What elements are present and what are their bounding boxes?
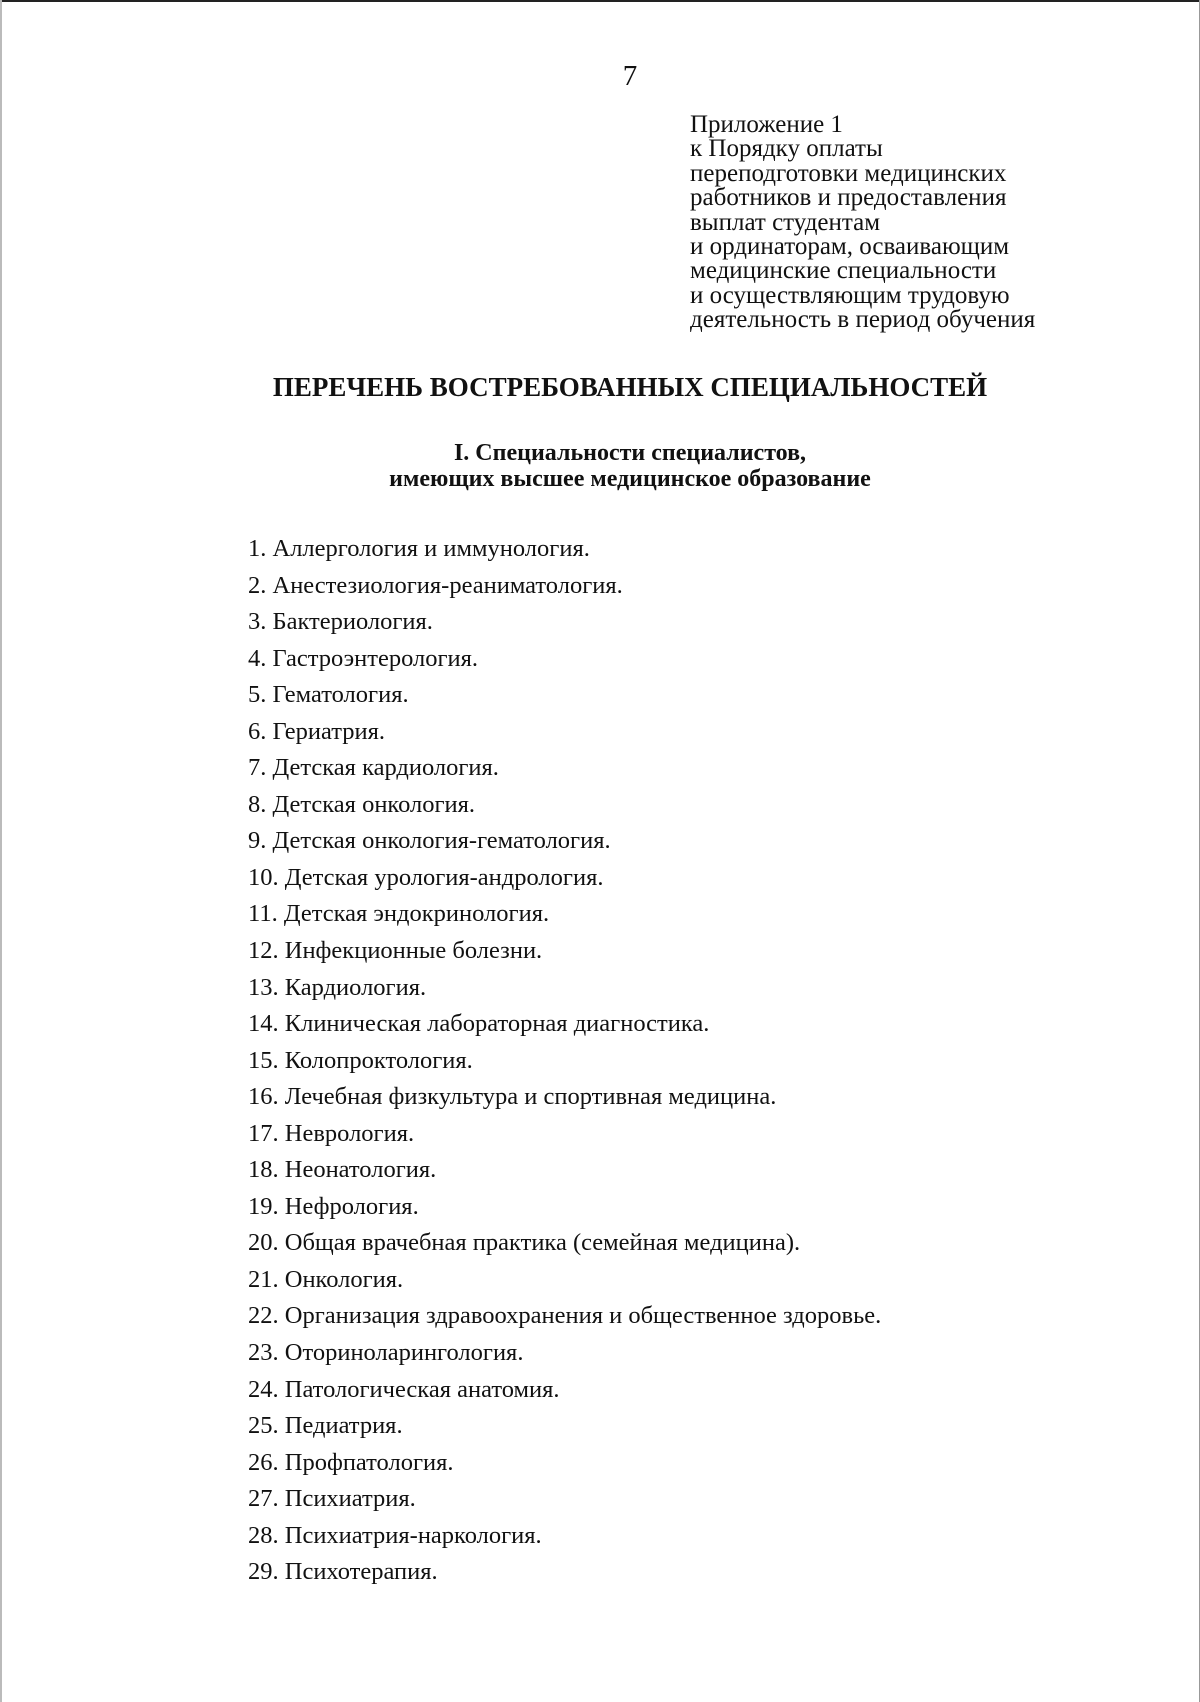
list-item: 6. Гериатрия. [248,717,386,745]
section-heading-line: I. Специальности специалистов, [453,440,807,466]
list-item: 20. Общая врачебная практика (семейная медицина). [248,1229,801,1257]
list-item: 27. Психиатрия. [248,1485,416,1513]
specialty-list [248,531,881,1591]
list-item: 10. Детская урология-андрология. [248,863,604,891]
appendix-line: работников и предоставления [690,184,1007,212]
list-item: 22. Организация здравоохранения и общественное здоровье. [248,1302,882,1330]
document-title: ПЕРЕЧЕНЬ ВОСТРЕБОВАННЫХ СПЕЦИАЛЬНОСТЕЙ [272,372,988,402]
list-item: 4. Гастроэнтерология. [248,644,479,672]
appendix-line: выплат студентам [690,208,881,236]
list-item: 26. Профпатология. [248,1448,454,1476]
appendix-line: деятельность в период обучения [690,306,1036,334]
list-item: 11. Детская эндокринология. [248,900,550,928]
list-item: 18. Неонатология. [248,1156,437,1184]
list-item: 14. Клиническая лабораторная диагностика. [248,1010,710,1038]
list-item: 25. Педиатрия. [248,1412,403,1440]
list-item: 24. Патологическая анатомия. [248,1375,560,1403]
appendix-note [690,113,1160,333]
appendix-line: к Порядку оплаты [690,135,883,163]
list-item: 8. Детская онкология. [248,790,476,818]
scan-edge-left [0,0,2,1702]
list-item: 12. Инфекционные болезни. [248,937,543,965]
list-item: 29. Психотерапия. [248,1558,438,1586]
appendix-line: и ординаторам, осваивающим [690,233,1010,261]
list-item: 3. Бактериология. [248,608,433,636]
list-item: 5. Гематология. [248,681,409,709]
appendix-line: медицинские специальности [690,257,997,285]
list-item: 9. Детская онкология-гематология. [248,827,611,855]
list-item: 16. Лечебная физкультура и спортивная медицина. [248,1083,777,1111]
page-number: 7 [622,60,638,92]
appendix-line: Приложение 1 [690,111,843,138]
list-item: 28. Психиатрия-наркология. [248,1521,542,1549]
list-item: 2. Анестезиология-реаниматология. [248,571,623,599]
scan-edge-top [0,0,1200,2]
list-item: 17. Неврология. [248,1119,415,1147]
section-heading-line: имеющих высшее медицинское образование [389,466,871,492]
section-heading [0,440,1200,492]
appendix-line: переподготовки медицинских [690,159,1007,187]
list-item: 23. Оториноларингология. [248,1339,524,1367]
list-item: 19. Нефрология. [248,1192,419,1220]
list-item: 1. Аллергология и иммунология. [248,535,590,562]
appendix-line: и осуществляющим трудовую [690,281,1010,309]
list-item: 21. Онкология. [248,1265,404,1293]
list-item: 15. Колопроктология. [248,1046,473,1074]
list-item: 13. Кардиология. [248,973,427,1001]
list-item: 7. Детская кардиология. [248,754,499,782]
